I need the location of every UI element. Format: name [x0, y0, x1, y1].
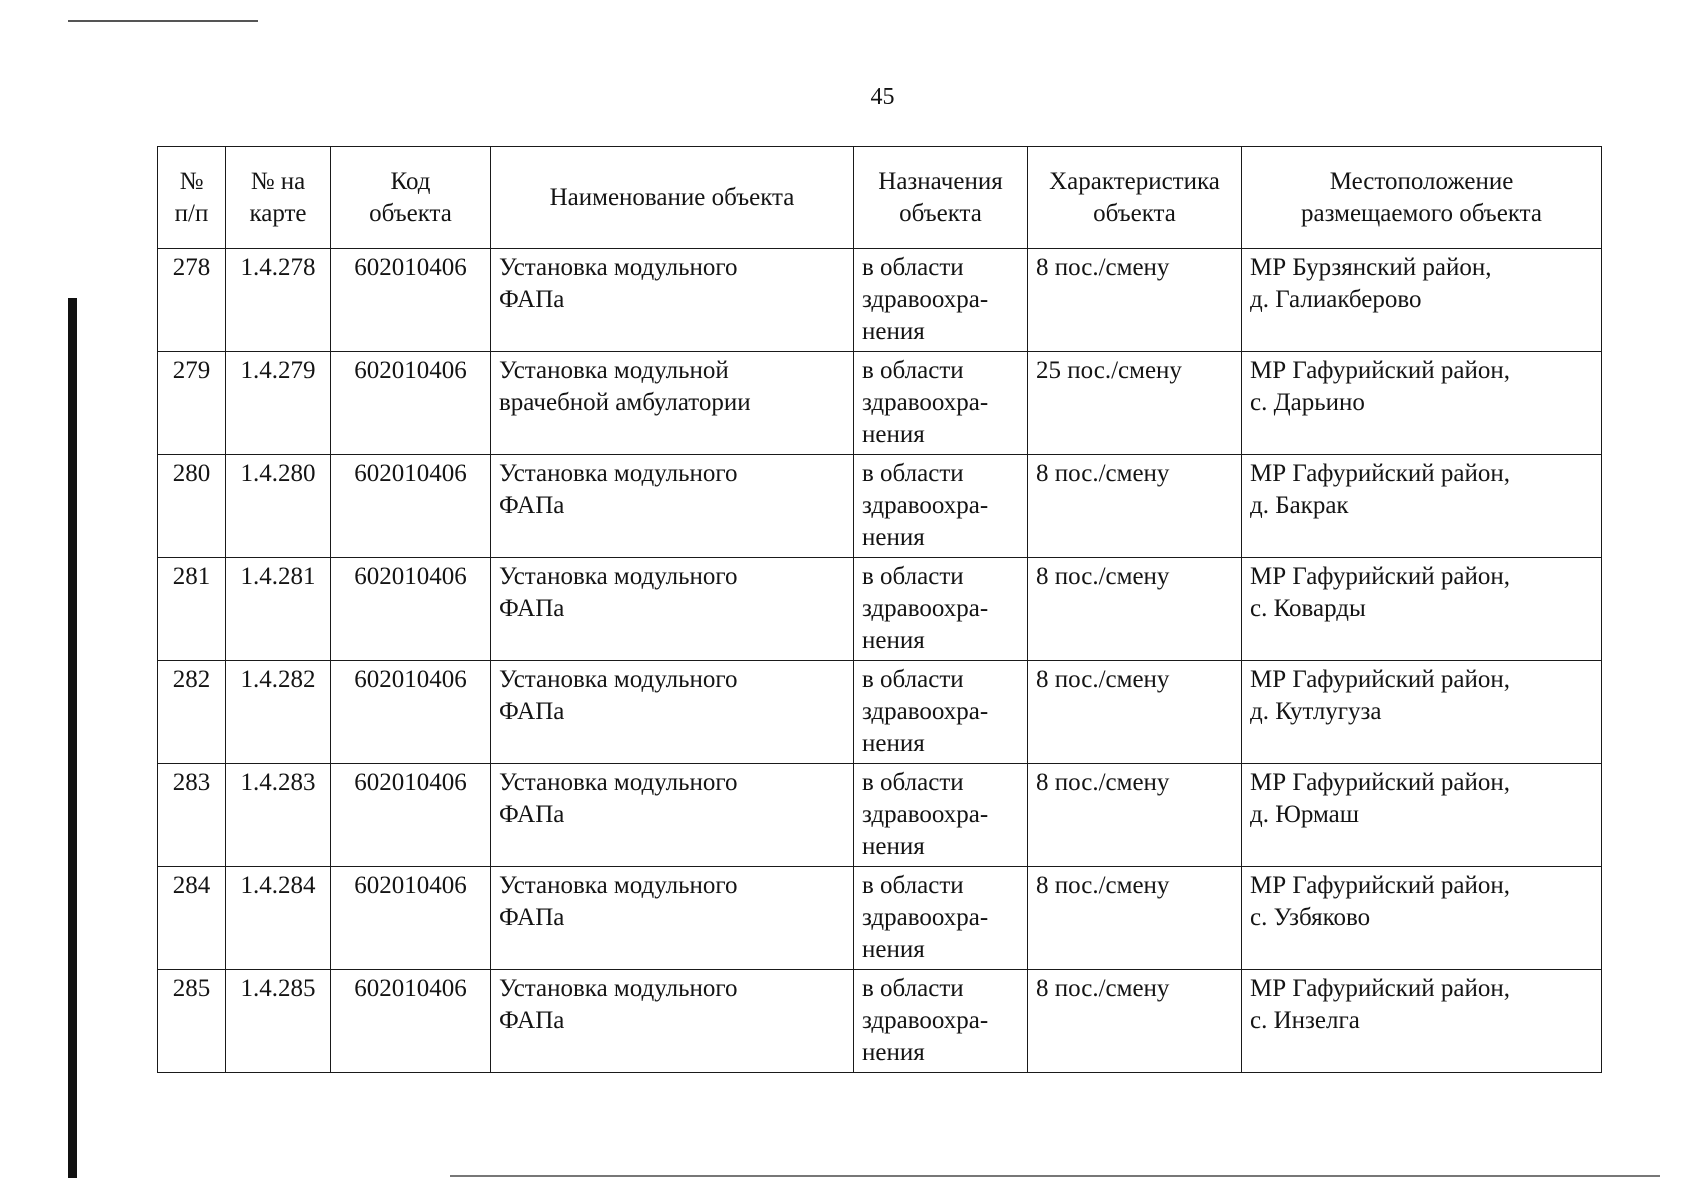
cell-row-number: [158, 764, 226, 867]
cell-object-purpose: [854, 764, 1028, 867]
header-label: Местоположение размещаемого объекта: [1301, 167, 1542, 227]
cell-object-code: [331, 455, 491, 558]
cell-object-name: [491, 661, 854, 764]
object-location: МР Гафурийский район, с. Узбяково: [1250, 872, 1510, 931]
table-row: [158, 867, 1602, 970]
object-characteristic: 8 пос./смену: [1036, 769, 1170, 796]
cell-row-number: [158, 970, 226, 1073]
object-name: Установка модульного ФАПа: [499, 460, 738, 519]
row-number: 280: [172, 460, 211, 487]
object-location: МР Гафурийский район, д. Бакрак: [1250, 460, 1510, 519]
map-number: 1.4.281: [240, 563, 316, 590]
header-object-name: [491, 147, 854, 249]
object-characteristic: 8 пос./смену: [1036, 254, 1170, 281]
object-characteristic: 8 пос./смену: [1036, 666, 1170, 693]
object-name: Установка модульного ФАПа: [499, 769, 738, 828]
cell-object-purpose: [854, 352, 1028, 455]
row-number: 281: [172, 563, 211, 590]
header-object-purpose: [854, 147, 1028, 249]
table-row: [158, 455, 1602, 558]
cell-map-number: [226, 558, 331, 661]
cell-object-purpose: [854, 661, 1028, 764]
header-object-characteristic: [1028, 147, 1242, 249]
header-label: № на карте: [249, 167, 307, 227]
object-characteristic: 8 пос./смену: [1036, 460, 1170, 487]
cell-map-number: [226, 867, 331, 970]
cell-object-location: [1242, 970, 1602, 1073]
object-code: 602010406: [354, 666, 467, 693]
cell-object-location: [1242, 867, 1602, 970]
cell-row-number: [158, 249, 226, 352]
row-number: 285: [172, 975, 211, 1002]
map-number: 1.4.284: [240, 872, 316, 899]
cell-object-code: [331, 970, 491, 1073]
object-name: Установка модульного ФАПа: [499, 975, 738, 1034]
header-row-number: [158, 147, 226, 249]
cell-object-code: [331, 249, 491, 352]
cell-object-characteristic: [1028, 764, 1242, 867]
cell-map-number: [226, 455, 331, 558]
object-purpose: в области здравоохра- нения: [862, 357, 989, 448]
object-location: МР Гафурийский район, д. Юрмаш: [1250, 769, 1510, 828]
table-row: [158, 352, 1602, 455]
header-label: Наименование объекта: [549, 183, 795, 211]
cell-map-number: [226, 352, 331, 455]
cell-row-number: [158, 867, 226, 970]
cell-object-characteristic: [1028, 867, 1242, 970]
page-number: 45: [870, 84, 895, 110]
object-characteristic: 8 пос./смену: [1036, 872, 1170, 899]
scan-edge-bar-left: [68, 298, 77, 1178]
object-location: МР Бурзянский район, д. Галиакберово: [1250, 254, 1492, 313]
objects-table: [157, 146, 1602, 1073]
header-object-location: [1242, 147, 1602, 249]
object-name: Установка модульной врачебной амбулатории: [499, 357, 751, 416]
object-purpose: в области здравоохра- нения: [862, 872, 989, 963]
cell-row-number: [158, 558, 226, 661]
cell-object-location: [1242, 455, 1602, 558]
cell-object-characteristic: [1028, 970, 1242, 1073]
table-row: [158, 661, 1602, 764]
row-number: 279: [172, 357, 211, 384]
object-characteristic: 25 пос./смену: [1036, 357, 1182, 384]
object-purpose: в области здравоохра- нения: [862, 460, 989, 551]
table-header: [158, 147, 1602, 249]
cell-object-code: [331, 352, 491, 455]
cell-object-location: [1242, 352, 1602, 455]
object-code: 602010406: [354, 254, 467, 281]
object-code: 602010406: [354, 563, 467, 590]
cell-object-characteristic: [1028, 455, 1242, 558]
object-code: 602010406: [354, 872, 467, 899]
object-purpose: в области здравоохра- нения: [862, 975, 989, 1066]
object-characteristic: 8 пос./смену: [1036, 975, 1170, 1002]
cell-object-code: [331, 661, 491, 764]
cell-object-name: [491, 970, 854, 1073]
cell-object-name: [491, 867, 854, 970]
table-row: [158, 970, 1602, 1073]
header-row: [158, 147, 1602, 249]
object-code: 602010406: [354, 769, 467, 796]
header-label: Характеристика объекта: [1049, 167, 1220, 227]
table-body: [158, 249, 1602, 1073]
cell-object-purpose: [854, 970, 1028, 1073]
cell-object-name: [491, 558, 854, 661]
cell-object-location: [1242, 661, 1602, 764]
cell-object-name: [491, 455, 854, 558]
object-name: Установка модульного ФАПа: [499, 666, 738, 725]
row-number: 282: [172, 666, 211, 693]
table-row: [158, 249, 1602, 352]
cell-object-characteristic: [1028, 661, 1242, 764]
row-number: 284: [172, 872, 211, 899]
object-purpose: в области здравоохра- нения: [862, 254, 989, 345]
cell-object-location: [1242, 558, 1602, 661]
scan-edge-line-top: [68, 20, 258, 22]
table-row: [158, 764, 1602, 867]
header-label: Назначения объекта: [878, 167, 1003, 227]
cell-row-number: [158, 352, 226, 455]
cell-object-name: [491, 352, 854, 455]
object-purpose: в области здравоохра- нения: [862, 563, 989, 654]
cell-object-purpose: [854, 867, 1028, 970]
cell-map-number: [226, 970, 331, 1073]
object-location: МР Гафурийский район, д. Кутлугуза: [1250, 666, 1510, 725]
header-label: Код объекта: [369, 167, 452, 227]
object-purpose: в области здравоохра- нения: [862, 666, 989, 757]
cell-object-characteristic: [1028, 352, 1242, 455]
header-object-code: [331, 147, 491, 249]
cell-map-number: [226, 661, 331, 764]
header-label: № п/п: [174, 167, 209, 227]
object-location: МР Гафурийский район, с. Коварды: [1250, 563, 1510, 622]
row-number: 283: [172, 769, 211, 796]
map-number: 1.4.280: [240, 460, 316, 487]
object-name: Установка модульного ФАПа: [499, 254, 738, 313]
cell-object-purpose: [854, 558, 1028, 661]
object-purpose: в области здравоохра- нения: [862, 769, 989, 860]
object-location: МР Гафурийский район, с. Инзелга: [1250, 975, 1510, 1034]
cell-object-code: [331, 558, 491, 661]
map-number: 1.4.278: [240, 254, 316, 281]
scan-edge-line-bottom: [450, 1175, 1660, 1177]
map-number: 1.4.283: [240, 769, 316, 796]
header-map-number: [226, 147, 331, 249]
row-number: 278: [172, 254, 211, 281]
cell-object-purpose: [854, 455, 1028, 558]
cell-row-number: [158, 661, 226, 764]
cell-object-characteristic: [1028, 249, 1242, 352]
table-row: [158, 558, 1602, 661]
cell-map-number: [226, 249, 331, 352]
object-name: Установка модульного ФАПа: [499, 872, 738, 931]
object-name: Установка модульного ФАПа: [499, 563, 738, 622]
map-number: 1.4.279: [240, 357, 316, 384]
cell-object-code: [331, 764, 491, 867]
object-code: 602010406: [354, 460, 467, 487]
cell-object-location: [1242, 249, 1602, 352]
cell-object-purpose: [854, 249, 1028, 352]
cell-object-code: [331, 867, 491, 970]
cell-map-number: [226, 764, 331, 867]
map-number: 1.4.285: [240, 975, 316, 1002]
object-code: 602010406: [354, 975, 467, 1002]
object-characteristic: 8 пос./смену: [1036, 563, 1170, 590]
cell-row-number: [158, 455, 226, 558]
cell-object-name: [491, 764, 854, 867]
map-number: 1.4.282: [240, 666, 316, 693]
cell-object-name: [491, 249, 854, 352]
cell-object-characteristic: [1028, 558, 1242, 661]
object-code: 602010406: [354, 357, 467, 384]
object-location: МР Гафурийский район, с. Дарьино: [1250, 357, 1510, 416]
cell-object-location: [1242, 764, 1602, 867]
